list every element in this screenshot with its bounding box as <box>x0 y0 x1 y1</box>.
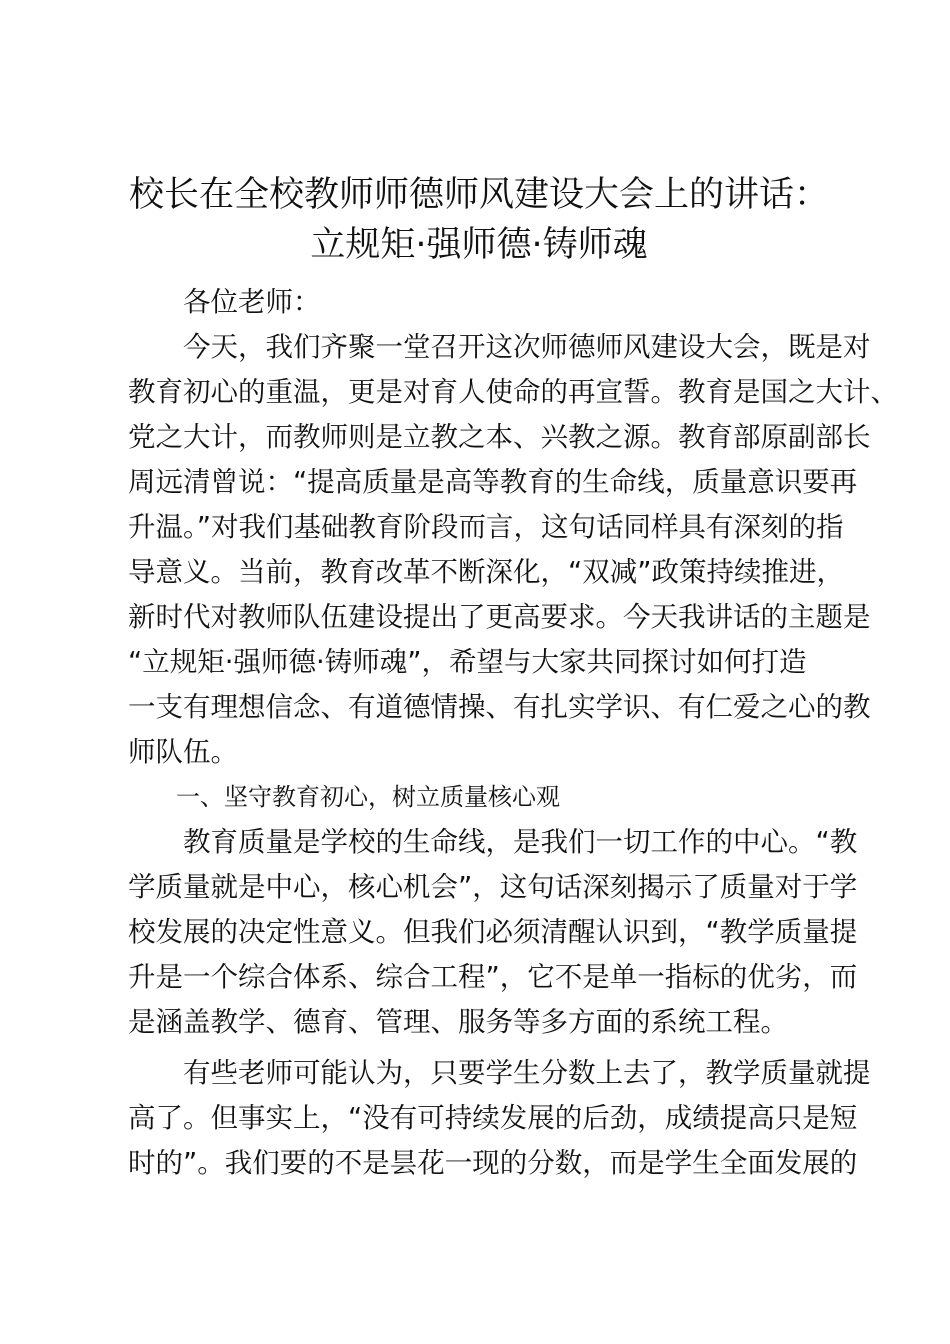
paragraph-quality <box>128 820 858 1045</box>
salutation: 各位老师： <box>183 286 321 318</box>
paragraph-line: 一支有理想信念、有道德情操、有扎实学识、有仁爱之心的教 <box>128 691 871 723</box>
paragraph-line: 教育质量是学校的生命线，是我们一切工作的中心。“教 <box>183 826 858 858</box>
title-line-2: 立规矩·强师德·铸师魂 <box>310 225 648 265</box>
paragraph-line: 周远清曾说：“提高质量是高等教育的生命线，质量意识要再 <box>128 466 858 498</box>
paragraph-line: 党之大计，而教师则是立教之本、兴教之源。教育部原副部长 <box>128 421 871 453</box>
section-heading-1: 一、坚守教育初心，树立质量核心观 <box>176 783 560 811</box>
paragraph-scores <box>128 1051 871 1186</box>
paragraph-line: 学质量就是中心，核心机会”，这句话深刻揭示了质量对于学 <box>128 871 858 903</box>
document-body <box>128 280 898 1186</box>
paragraph-line: 升是一个综合体系、综合工程”，它不是单一指标的优劣，而 <box>128 961 858 993</box>
paragraph-line: 导意义。当前，教育改革不断深化，“双减”政策持续推进， <box>128 556 844 588</box>
paragraph-line: 高了。但事实上，“没有可持续发展的后劲，成绩提高只是短 <box>128 1102 858 1134</box>
paragraph-line: 升温。”对我们基础教育阶段而言，这句话同样具有深刻的指 <box>128 511 844 543</box>
paragraph-line: 今天，我们齐聚一堂召开这次师德师风建设大会，既是对 <box>183 331 871 363</box>
paragraph-line: “立规矩·强师德·铸师魂”，希望与大家共同探讨如何打造 <box>128 646 807 678</box>
title-line-1: 校长在全校教师师德师风建设大会上的讲话： <box>128 175 829 215</box>
paragraph-line: 有些老师可能认为，只要学生分数上去了，教学质量就提 <box>183 1057 871 1089</box>
paragraph-line: 校发展的决定性意义。但我们必须清醒认识到，“教学质量提 <box>128 916 858 948</box>
document-title <box>128 170 830 270</box>
paragraph-line: 是涵盖教学、德育、管理、服务等多方面的系统工程。 <box>128 1006 788 1038</box>
paragraph-line: 时的”。我们要的不是昙花一现的分数，而是学生全面发展的 <box>128 1147 858 1179</box>
paragraph-line: 新时代对教师队伍建设提出了更高要求。今天我讲话的主题是 <box>128 601 871 633</box>
paragraph-line: 师队伍。 <box>128 736 238 768</box>
paragraph-intro <box>128 325 898 775</box>
paragraph-line: 教育初心的重温，更是对育人使命的再宣誓。教育是国之大计、 <box>128 376 898 408</box>
